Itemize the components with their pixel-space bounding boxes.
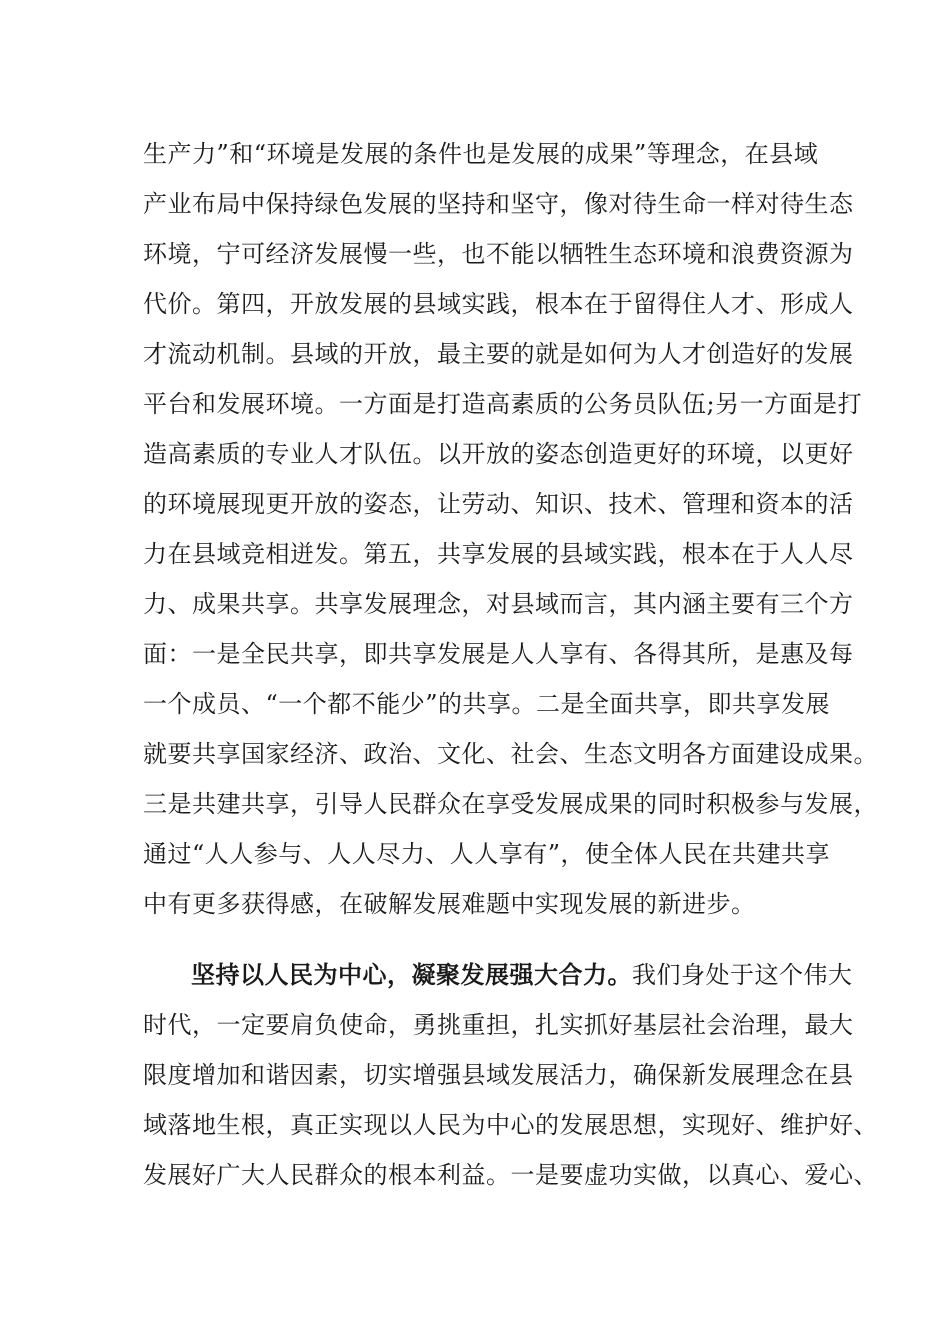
paragraph-2-line: 发展好广大人民群众的根本利益。一是要虚功实做，以真心、爱心、 — [143, 1161, 878, 1189]
paragraph-2-first-line — [191, 960, 853, 990]
paragraph-1-line: 平台和发展环境。一方面是打造高素质的公务员队伍;另一方面是打 — [143, 390, 863, 418]
paragraph-1-line: 就要共享国家经济、政治、文化、社会、生态文明各方面建设成果。 — [143, 740, 878, 768]
paragraph-1-line: 面：一是全民共享，即共享发展是人人享有、各得其所，是惠及每 — [143, 640, 854, 668]
paragraph-1-line: 力、成果共享。共享发展理念，对县域而言，其内涵主要有三个方 — [143, 590, 854, 618]
paragraph-1-line: 一个成员、“一个都不能少”的共享。二是全面共享，即共享发展 — [143, 690, 831, 718]
paragraph-2-heading: 坚持以人民为中心，凝聚发展强大合力。 — [191, 960, 632, 989]
paragraph-1-line: 产业布局中保持绿色发展的坚持和坚守，像对待生命一样对待生态 — [143, 190, 854, 218]
paragraph-1-line: 的环境展现更开放的姿态，让劳动、知识、技术、管理和资本的活 — [143, 490, 854, 518]
paragraph-1-line: 造高素质的专业人才队伍。以开放的姿态创造更好的环境，以更好 — [143, 440, 854, 468]
paragraph-1-line: 代价。第四，开放发展的县域实践，根本在于留得住人才、形成人 — [143, 290, 854, 318]
paragraph-1-line: 中有更多获得感，在破解发展难题中实现发展的新进步。 — [143, 890, 756, 918]
paragraph-2-line: 时代，一定要肩负使命，勇挑重担，扎实抓好基层社会治理，最大 — [143, 1011, 854, 1039]
paragraph-1-line: 三是共建共享，引导人民群众在享受发展成果的同时积极参与发展， — [143, 790, 878, 818]
paragraph-1-line: 通过“人人参与、人人尽力、人人享有”，使全体人民在共建共享 — [143, 840, 831, 868]
paragraph-1-line: 才流动机制。县域的开放，最主要的就是如何为人才创造好的发展 — [143, 340, 854, 368]
paragraph-2-first-line-text: 我们身处于这个伟大 — [632, 961, 853, 989]
paragraph-1-line: 生产力”和“环境是发展的条件也是发展的成果”等理念，在县域 — [143, 140, 819, 168]
paragraph-1-line: 环境，宁可经济发展慢一些，也不能以牺牲生态环境和浪费资源为 — [143, 240, 854, 268]
paragraph-2-line: 限度增加和谐因素，切实增强县域发展活力，确保新发展理念在县 — [143, 1061, 854, 1089]
paragraph-1-line: 力在县域竞相迸发。第五，共享发展的县域实践，根本在于人人尽 — [143, 540, 854, 568]
paragraph-2-line: 域落地生根，真正实现以人民为中心的发展思想，实现好、维护好、 — [143, 1111, 878, 1139]
